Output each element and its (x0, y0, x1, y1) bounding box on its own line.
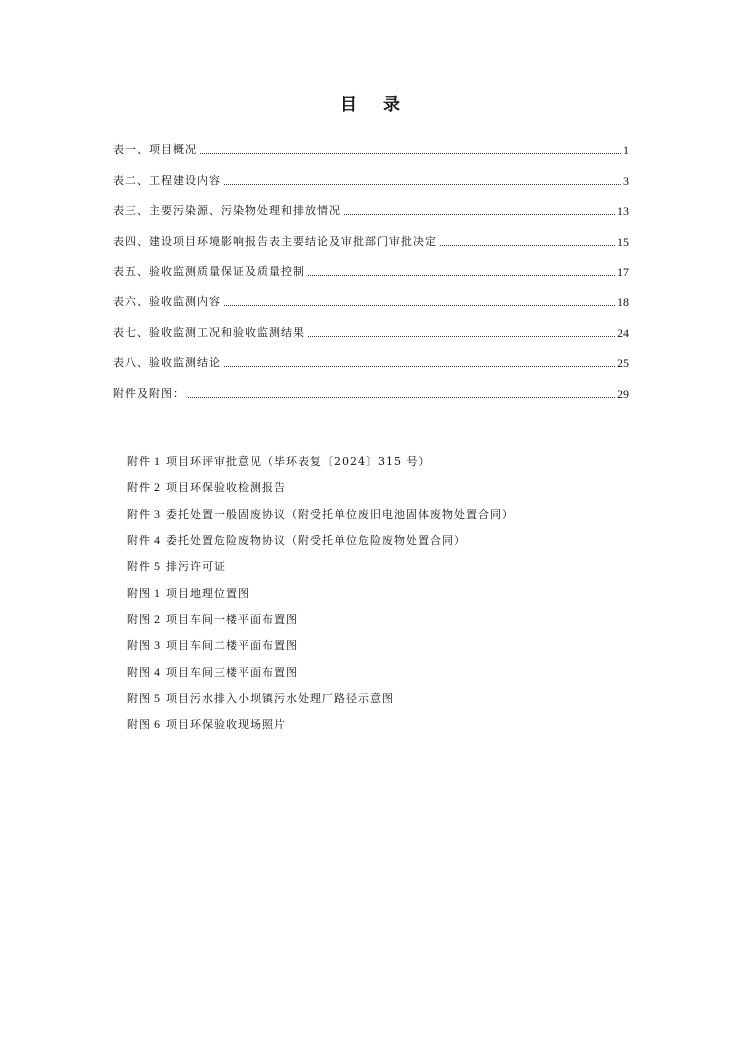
toc-entry[interactable] (113, 310, 629, 340)
attachment-label: 附件 2 (127, 480, 160, 495)
figure-label: 附图 1 (127, 585, 160, 600)
attachment-title: 委托处置危险废物协议（附受托单位危险废物处置合同） (166, 534, 466, 548)
toc-entry-page: 3 (623, 173, 629, 188)
dot-leader (440, 245, 615, 246)
dot-leader (308, 336, 615, 337)
toc-entry-page: 24 (617, 325, 629, 340)
dot-leader (224, 366, 615, 367)
figure-item (127, 658, 597, 684)
toc-entry-page: 15 (617, 234, 629, 249)
figure-item (127, 711, 597, 737)
figure-title: 项目环保验收现场照片 (166, 718, 286, 732)
attachment-list (127, 448, 597, 737)
toc-entry[interactable] (113, 189, 629, 219)
toc-entry[interactable] (113, 371, 629, 401)
attachment-label: 附件 1 (127, 454, 160, 469)
figure-item (127, 579, 597, 605)
toc-entry[interactable] (113, 128, 629, 158)
toc-entry-page: 18 (617, 295, 629, 310)
attachment-label: 附件 3 (127, 506, 160, 521)
toc-entry-label: 表二、工程建设内容 (113, 173, 221, 187)
toc-entry-label: 表三、主要污染源、污染物处理和排放情况 (113, 204, 341, 218)
toc-entry-page: 1 (623, 143, 629, 158)
figure-title: 项目车间一楼平面布置图 (166, 612, 298, 626)
figure-title: 项目车间二楼平面布置图 (166, 639, 298, 653)
toc-entry-label: 表八、验收监测结论 (113, 356, 221, 370)
attachment-item (127, 448, 597, 474)
figure-label: 附图 4 (127, 664, 160, 679)
toc-entry[interactable] (113, 250, 629, 280)
figure-item (127, 685, 597, 711)
attachment-title: 委托处置一般固废协议（附受托单位废旧电池固体废物处置合同） (166, 507, 514, 521)
toc-entry-page: 25 (617, 356, 629, 371)
dot-leader (308, 275, 615, 276)
toc-entry[interactable] (113, 341, 629, 371)
figure-title: 项目车间三楼平面布置图 (166, 665, 298, 679)
figure-label: 附图 6 (127, 717, 160, 732)
attachment-item (127, 501, 597, 527)
toc-entry-label: 附件及附图： (113, 386, 185, 400)
attachment-title: 项目环评审批意见（毕环表复〔2024〕315 号） (166, 455, 431, 469)
figure-label: 附图 2 (127, 611, 160, 626)
dot-leader (200, 153, 621, 154)
page-title: 目 录 (340, 95, 410, 115)
dot-leader (344, 214, 615, 215)
attachment-label: 附件 5 (127, 559, 160, 574)
attachment-item (127, 527, 597, 553)
figure-item (127, 632, 597, 658)
dot-leader (224, 305, 615, 306)
figure-title: 项目污水排入小坝镇污水处理厂路径示意图 (166, 691, 394, 705)
figure-label: 附图 5 (127, 690, 160, 705)
toc-entry-label: 表四、建设项目环境影响报告表主要结论及审批部门审批决定 (113, 234, 437, 248)
toc-entry-label: 表五、验收监测质量保证及质量控制 (113, 264, 305, 278)
toc-entry[interactable] (113, 219, 629, 249)
toc-entry-label: 表一、项目概况 (113, 143, 197, 157)
figure-label: 附图 3 (127, 638, 160, 653)
attachment-item (127, 474, 597, 500)
toc-entry-page: 29 (617, 386, 629, 401)
figure-item (127, 606, 597, 632)
table-of-contents (113, 128, 629, 402)
dot-leader (224, 184, 621, 185)
attachment-label: 附件 4 (127, 533, 160, 548)
toc-entry-label: 表六、验收监测内容 (113, 295, 221, 309)
dot-leader (188, 397, 615, 398)
attachment-title: 项目环保验收检测报告 (166, 481, 286, 495)
toc-entry-page: 13 (617, 204, 629, 219)
toc-entry[interactable] (113, 280, 629, 310)
attachment-title: 排污许可证 (166, 560, 226, 574)
figure-title: 项目地理位置图 (166, 586, 250, 600)
toc-entry[interactable] (113, 158, 629, 188)
toc-entry-label: 表七、验收监测工况和验收监测结果 (113, 325, 305, 339)
attachment-item (127, 553, 597, 579)
toc-entry-page: 17 (617, 264, 629, 279)
